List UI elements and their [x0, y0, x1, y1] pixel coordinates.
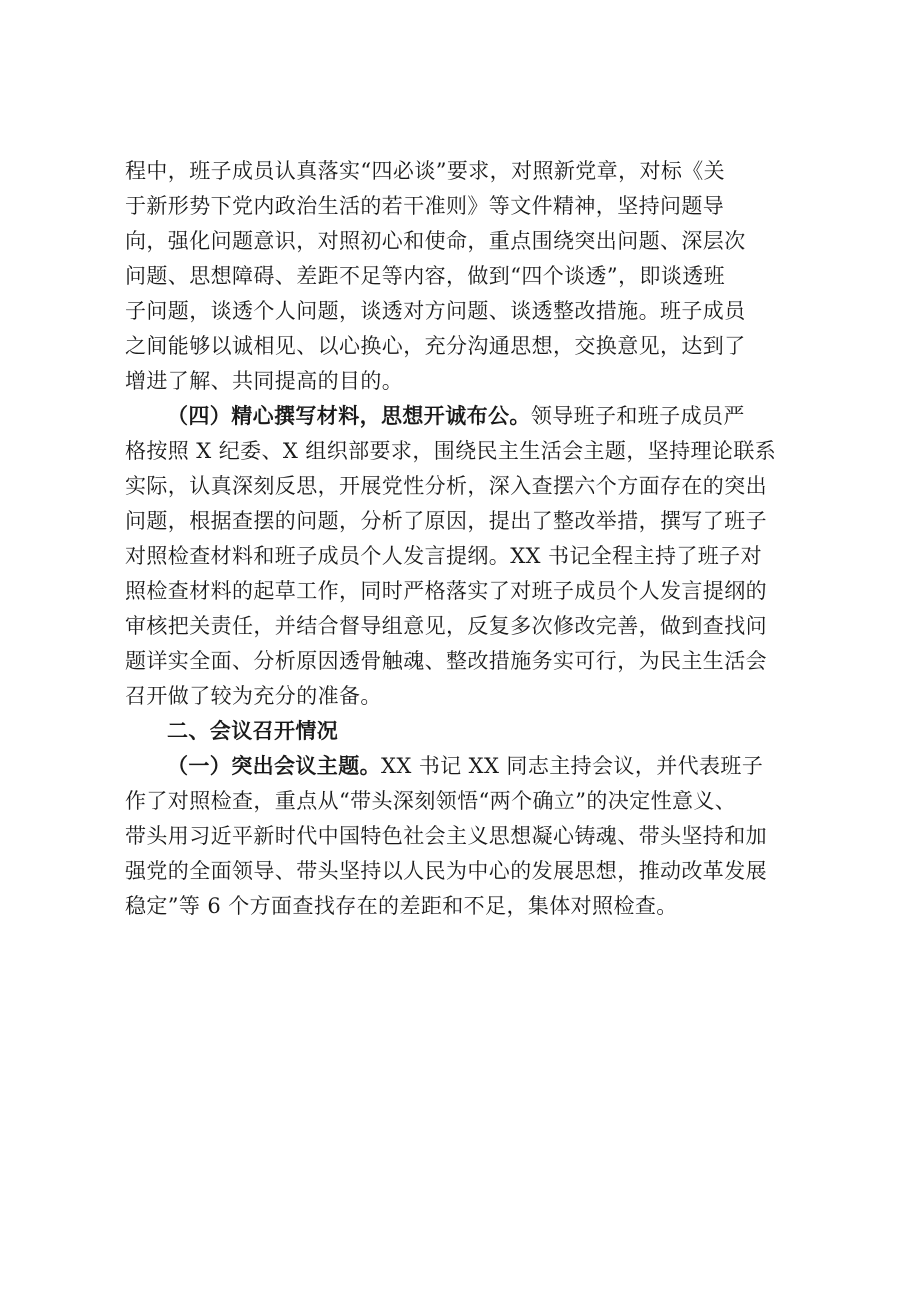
- text-line: 题详实全面、分析原因透骨触魂、整改措施务实可行，为民主生活会: [125, 649, 767, 673]
- text-line: 召开做了较为充分的准备。: [125, 684, 382, 708]
- text-line: 增进了解、共同提高的目的。: [125, 369, 404, 393]
- paragraph-continued: [125, 154, 805, 399]
- section-four-first-line: [125, 399, 805, 434]
- section-four-heading: （四）精心撰写材料，思想开诚布公。: [167, 404, 531, 428]
- text-line: 作了对照检查，重点从“带头深刻领悟“两个确立”的决定性意义、: [125, 789, 737, 813]
- text-line: 稳定”等 6 个方面查找存在的差距和不足，集体对照检查。: [125, 894, 678, 918]
- text-line: 向，强化问题意识，对照初心和使命，重点围绕突出问题、深层次: [125, 229, 746, 253]
- text-line: 子问题，谈透个人问题，谈透对方问题、谈透整改措施。班子成员: [125, 299, 746, 323]
- section-one-heading: （一）突出会议主题。: [167, 754, 381, 778]
- section-one-paragraph: [125, 749, 805, 924]
- chapter-two-heading: 二、会议召开情况: [167, 719, 339, 743]
- text-line: 带头用习近平新时代中国特色社会主义思想凝心铸魂、带头坚持和加: [125, 824, 767, 848]
- text-line: 之间能够以诚相见、以心换心，充分沟通思想，交换意见，达到了: [125, 334, 746, 358]
- text-line: 实际，认真深刻反思，开展党性分析，深入查摆六个方面存在的突出: [125, 474, 767, 498]
- section-four-paragraph: [125, 399, 805, 714]
- section-one-lead-text: XX 书记 XX 同志主持会议，并代表班子: [381, 754, 764, 778]
- text-line: 照检查材料的起草工作，同时严格落实了对班子成员个人发言提纲的: [125, 579, 767, 603]
- section-one-first-line: [125, 749, 805, 784]
- text-line: 于新形势下党内政治生活的若干准则》等文件精神，坚持问题导: [125, 194, 725, 218]
- text-line: 对照检查材料和班子成员个人发言提纲。XX 书记全程主持了班子对: [125, 544, 762, 568]
- document-body: [125, 154, 805, 924]
- text-line: 程中，班子成员认真落实“四必谈”要求，对照新党章，对标《关: [125, 159, 726, 183]
- text-line: 问题、思想障碍、差距不足等内容，做到“四个谈透”，即谈透班: [125, 264, 726, 288]
- section-four-lead-text: 领导班子和班子成员严: [530, 404, 745, 428]
- text-line: 强党的全面领导、带头坚持以人民为中心的发展思想，推动改革发展: [125, 859, 767, 883]
- text-line: 问题，根据查摆的问题，分析了原因，提出了整改举措，撰写了班子: [125, 509, 767, 533]
- text-line: 格按照 X 纪委、X 组织部要求，围绕民主生活会主题，坚持理论联系: [125, 439, 777, 463]
- text-line: 审核把关责任，并结合督导组意见，反复多次修改完善，做到查找问: [125, 614, 767, 638]
